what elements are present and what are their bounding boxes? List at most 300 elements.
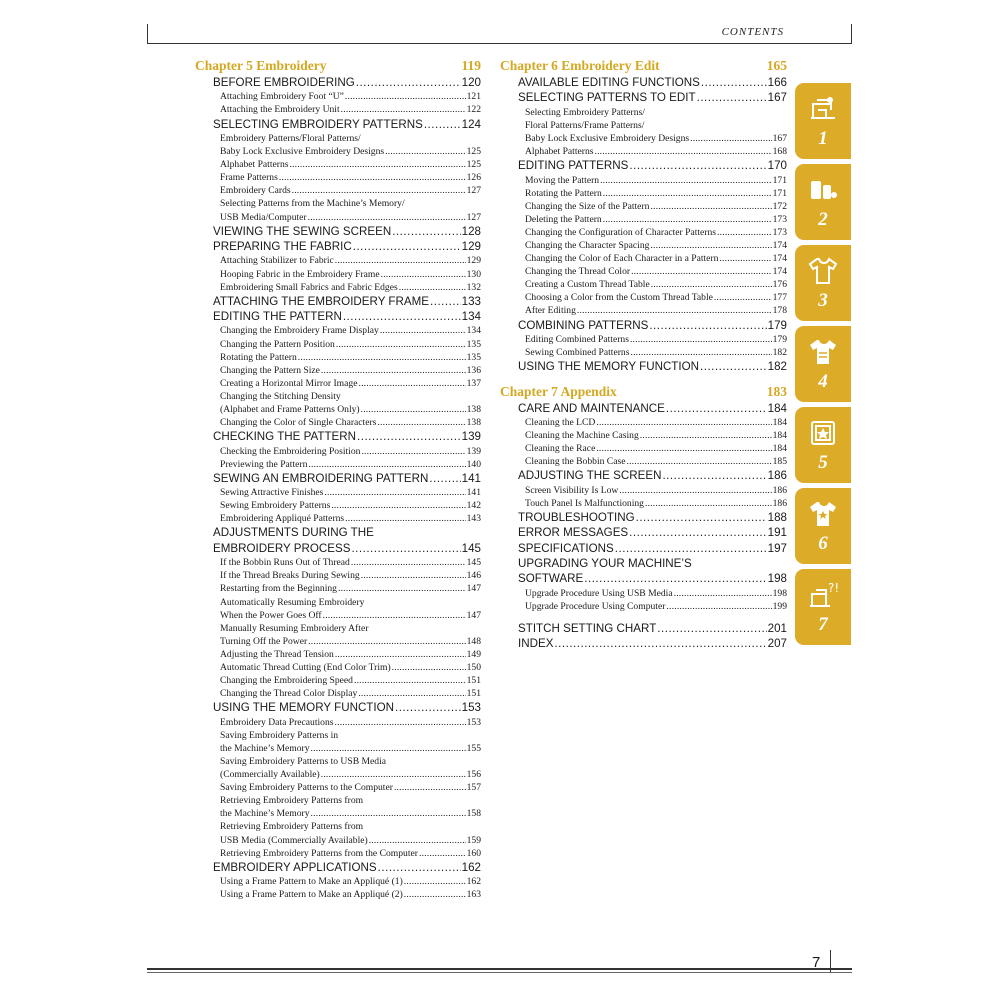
toc-entry-title: Rotating the Pattern <box>220 351 297 363</box>
dot-leader <box>361 445 465 458</box>
toc-entry-title: When the Power Goes Off <box>220 609 322 621</box>
toc-entry-title: Choosing a Color from the Custom Thread Table <box>525 292 713 304</box>
toc-subsection-entry[interactable] <box>525 119 787 132</box>
toc-entry-title: Using a Frame Pattern to Make an Appliqué (2) <box>220 889 403 901</box>
toc-section-entry[interactable] <box>213 525 481 540</box>
toc-section-entry[interactable] <box>518 468 787 483</box>
dot-leader <box>657 621 766 636</box>
toc-subsection-entry[interactable] <box>525 333 787 346</box>
toc-subsection-entry[interactable] <box>220 103 481 116</box>
toc-subsection-entry[interactable] <box>525 346 787 359</box>
dot-leader <box>690 132 771 145</box>
toc-page-number: 129 <box>466 255 481 267</box>
dot-leader <box>404 875 466 888</box>
toc-page-number: 207 <box>767 637 787 651</box>
dot-leader <box>603 187 772 200</box>
toc-entry-title: Cleaning the Bobbin Case <box>525 456 626 468</box>
toc-page-number: 133 <box>461 294 481 308</box>
toc-section-entry[interactable] <box>213 224 481 239</box>
toc-subsection-entry[interactable] <box>525 587 787 600</box>
toc-page-number: 139 <box>466 445 481 457</box>
dot-leader <box>308 211 466 224</box>
toc-subsection-entry[interactable] <box>525 200 787 213</box>
toc-subsection-entry[interactable] <box>525 304 787 317</box>
toc-entry-title: the Machine’s Memory <box>220 808 310 820</box>
toc-page-number: 145 <box>461 541 481 555</box>
toc-subsection-entry[interactable] <box>220 834 481 847</box>
dot-leader <box>630 333 772 346</box>
toc-subsection-entry[interactable] <box>220 661 481 674</box>
toc-entry-title: If the Bobbin Runs Out of Thread <box>220 557 350 569</box>
toc-subsection-entry[interactable] <box>220 254 481 267</box>
dot-leader <box>615 541 767 556</box>
dot-leader <box>331 499 465 512</box>
toc-section-entry[interactable] <box>518 541 787 556</box>
svg-text:?!: ?! <box>828 581 840 595</box>
toc-section-entry[interactable] <box>213 294 481 309</box>
toc-subsection-entry[interactable] <box>525 226 787 239</box>
toc-page-number: 143 <box>466 513 481 525</box>
toc-subsection-entry[interactable] <box>525 106 787 119</box>
toc-page-number: 179 <box>767 318 787 332</box>
toc-subsection-entry[interactable] <box>525 174 787 187</box>
dot-leader <box>649 318 766 333</box>
chapter-tab-number: 1 <box>818 128 828 149</box>
page-number-divider <box>830 950 831 972</box>
toc-page-number: 186 <box>772 484 787 496</box>
toc-page-number: 153 <box>461 701 481 715</box>
toc-subsection-entry[interactable] <box>220 582 481 595</box>
chapter-tab-number: 5 <box>818 452 828 473</box>
toc-page-number: 156 <box>466 769 481 781</box>
toc-entry-title: (Commercially Available) <box>220 769 320 781</box>
dot-leader <box>674 587 772 600</box>
toc-page-number: 186 <box>767 469 787 483</box>
chapter-tab-2[interactable] <box>795 164 851 240</box>
toc-page-number: 141 <box>461 471 481 485</box>
toc-subsection-entry[interactable] <box>220 755 481 768</box>
toc-entry-title: Baby Lock Exclusive Embroidery Designs <box>220 146 385 158</box>
toc-page-number: 124 <box>461 117 481 131</box>
toc-entry-title: ADJUSTING THE SCREEN <box>518 469 662 483</box>
toc-section-entry[interactable] <box>518 525 787 540</box>
toc-page-number: 178 <box>772 305 787 317</box>
toc-entry-title: Attaching the Embroidery Unit <box>220 104 340 116</box>
toc-subsection-entry[interactable] <box>220 499 481 512</box>
toc-entry-title: SEWING AN EMBROIDERING PATTERN <box>213 471 429 485</box>
toc-entry-title: Touch Panel Is Malfunctioning <box>525 497 644 509</box>
toc-section-entry[interactable] <box>213 471 481 486</box>
dot-leader <box>700 359 767 374</box>
toc-page-number: 128 <box>461 224 481 238</box>
chapter-tab-1[interactable] <box>795 83 851 159</box>
toc-subsection-entry[interactable] <box>220 486 481 499</box>
header-rule <box>147 43 852 44</box>
dot-leader <box>351 556 466 569</box>
dot-leader <box>392 661 466 674</box>
toc-subsection-entry[interactable] <box>220 807 481 820</box>
toc-subsection-entry[interactable] <box>220 875 481 888</box>
dot-leader <box>626 455 771 468</box>
toc-page-number: 126 <box>466 172 481 184</box>
toc-entry-title: Rotating the Pattern <box>525 187 602 199</box>
toc-section-entry[interactable] <box>213 541 481 556</box>
toc-entry-title: Hooping Fabric in the Embroidery Frame <box>220 268 380 280</box>
toc-entry-title: (Alphabet and Frame Patterns Only) <box>220 404 360 416</box>
toc-page-number: 201 <box>767 622 787 636</box>
toc-section-entry[interactable] <box>213 429 481 444</box>
dot-leader <box>640 429 772 442</box>
dot-leader <box>335 254 466 267</box>
toc-subsection-entry[interactable] <box>220 171 481 184</box>
toc-section-entry[interactable] <box>213 860 481 875</box>
toc-subsection-entry[interactable] <box>525 278 787 291</box>
toc-subsection-entry[interactable] <box>525 132 787 145</box>
toc-page-number: 183 <box>766 383 787 399</box>
toc-page-number: 165 <box>766 58 787 73</box>
toc-page-number: 184 <box>772 416 787 428</box>
toc-chapter-heading[interactable] <box>500 383 787 400</box>
toc-section-entry[interactable] <box>518 510 787 525</box>
toc-subsection-entry[interactable] <box>525 145 787 158</box>
dot-leader <box>351 541 460 556</box>
toc-page-number: 151 <box>466 688 481 700</box>
toc-page-number: 188 <box>767 510 787 524</box>
dot-leader <box>619 484 771 497</box>
toc-subsection-entry[interactable] <box>220 458 481 471</box>
dot-leader <box>361 403 466 416</box>
chapter-tab-6[interactable] <box>795 488 851 564</box>
toc-page-number: 177 <box>772 292 787 304</box>
dot-leader <box>308 635 465 648</box>
chapter-tab-4[interactable] <box>795 326 851 402</box>
toc-subsection-entry[interactable] <box>220 768 481 781</box>
toc-page-number: 140 <box>466 458 481 470</box>
toc-page-number: 199 <box>772 600 787 612</box>
toc-page-number: 130 <box>466 268 481 280</box>
toc-section-entry[interactable] <box>518 359 787 374</box>
toc-entry-title: SPECIFICATIONS <box>518 541 614 555</box>
dot-leader <box>354 674 466 687</box>
toc-subsection-entry[interactable] <box>220 132 481 145</box>
toc-page-number: 182 <box>772 347 787 359</box>
embroidery-hoop-icon <box>806 416 840 450</box>
toc-subsection-entry[interactable] <box>220 512 481 525</box>
toc-page-number: 198 <box>772 587 787 599</box>
toc-section-entry[interactable] <box>518 401 787 416</box>
toc-page-number: 120 <box>461 76 481 89</box>
toc-page-number: 134 <box>466 325 481 337</box>
toc-subsection-entry[interactable] <box>220 197 481 210</box>
toc-subsection-entry[interactable] <box>525 442 787 455</box>
toc-page-number: 136 <box>466 364 481 376</box>
dot-leader <box>554 636 766 651</box>
toc-subsection-entry[interactable] <box>220 622 481 635</box>
toc-entry-title: Chapter 5 Embroidery <box>195 58 327 73</box>
toc-page-number: 171 <box>772 187 787 199</box>
toc-subsection-entry[interactable] <box>220 377 481 390</box>
toc-subsection-entry[interactable] <box>220 609 481 622</box>
toc-subsection-entry[interactable] <box>220 794 481 807</box>
toc-page-number: 134 <box>461 310 481 324</box>
toc-column-left <box>195 57 481 901</box>
toc-entry-title: Manually Resuming Embroidery After <box>220 622 369 634</box>
toc-section-entry[interactable] <box>518 621 787 636</box>
toc-section-entry[interactable] <box>213 309 481 324</box>
dot-leader <box>424 117 461 132</box>
toc-entry-title: Changing the Stitching Density <box>220 390 341 402</box>
chapter-tab-7[interactable] <box>795 569 851 645</box>
toc-section-entry[interactable] <box>518 636 787 651</box>
toc-entry-title: Chapter 7 Appendix <box>500 383 617 399</box>
toc-page-number: 135 <box>466 338 481 350</box>
toc-subsection-entry[interactable] <box>220 351 481 364</box>
dot-leader <box>577 304 772 317</box>
dot-leader <box>404 888 466 901</box>
toc-entry-title: Selecting Embroidery Patterns/ <box>525 106 645 118</box>
toc-subsection-entry[interactable] <box>220 687 481 700</box>
toc-subsection-entry[interactable] <box>220 268 481 281</box>
toc-subsection-entry[interactable] <box>220 781 481 794</box>
toc-page-number: 173 <box>772 226 787 238</box>
toc-entry-title: Embroidery Cards <box>220 185 291 197</box>
toc-section-entry[interactable] <box>518 75 787 90</box>
toc-entry-title: Screen Visibility Is Low <box>525 484 619 496</box>
dot-leader <box>584 571 766 586</box>
dot-leader <box>361 569 466 582</box>
running-header: CONTENTS <box>721 26 784 38</box>
toc-page-number: 174 <box>772 240 787 252</box>
toc-subsection-entry[interactable] <box>525 429 787 442</box>
toc-subsection-entry[interactable] <box>525 497 787 510</box>
footer-rule <box>147 968 852 970</box>
toc-chapter-heading[interactable] <box>500 57 787 74</box>
toc-subsection-entry[interactable] <box>525 252 787 265</box>
machine-question-icon <box>806 578 840 612</box>
toc-subsection-entry[interactable] <box>525 265 787 278</box>
toc-subsection-entry[interactable] <box>220 888 481 901</box>
chapter-tab-3[interactable] <box>795 245 851 321</box>
toc-subsection-entry[interactable] <box>525 213 787 226</box>
dot-leader <box>666 600 771 613</box>
toc-entry-title: BEFORE EMBROIDERING <box>213 76 355 89</box>
dot-leader <box>321 364 466 377</box>
toc-subsection-entry[interactable] <box>220 556 481 569</box>
dot-leader <box>343 309 461 324</box>
toc-subsection-entry[interactable] <box>220 820 481 833</box>
toc-section-entry[interactable] <box>518 556 787 571</box>
toc-entry-title: Sewing Embroidery Patterns <box>220 500 331 512</box>
toc-entry-title: ADJUSTMENTS DURING THE <box>213 526 374 540</box>
toc-entry-title: Changing the Embroidery Frame Display <box>220 325 379 337</box>
toc-subsection-entry[interactable] <box>220 390 481 403</box>
toc-subsection-entry[interactable] <box>525 187 787 200</box>
dot-leader <box>392 224 460 239</box>
frame-left-border <box>147 24 148 44</box>
toc-entry-title: Sewing Attractive Finishes <box>220 487 324 499</box>
dot-leader <box>419 847 466 860</box>
toc-page-number: 121 <box>466 91 481 103</box>
toc-subsection-entry[interactable] <box>525 416 787 429</box>
page-number: 7 <box>812 954 821 971</box>
toc-page-number: 158 <box>466 808 481 820</box>
toc-subsection-entry[interactable] <box>220 635 481 648</box>
toc-entry-title: CARE AND MAINTENANCE <box>518 401 665 415</box>
toc-page-number: 125 <box>466 146 481 158</box>
toc-page-number: 155 <box>466 742 481 754</box>
toc-subsection-entry[interactable] <box>220 281 481 294</box>
dot-leader <box>357 429 461 444</box>
toc-entry-title: Restarting from the Beginning <box>220 583 337 595</box>
toc-entry-title: EMBROIDERY PROCESS <box>213 541 351 555</box>
toc-page-number: 138 <box>466 404 481 416</box>
toc-subsection-entry[interactable] <box>525 484 787 497</box>
toc-page-number: 147 <box>466 583 481 595</box>
toc-subsection-entry[interactable] <box>220 158 481 171</box>
toc-page-number: 145 <box>466 557 481 569</box>
toc-entry-title: SELECTING PATTERNS TO EDIT <box>518 91 696 105</box>
toc-entry-title: Baby Lock Exclusive Embroidery Designs <box>525 132 690 144</box>
toc-entry-title: PREPARING THE FABRIC <box>213 240 352 254</box>
toc-subsection-entry[interactable] <box>220 364 481 377</box>
chapter-tab-5[interactable] <box>795 407 851 483</box>
toc-section-entry[interactable] <box>213 700 481 715</box>
toc-entry-title: Changing the Thread Color Display <box>220 688 358 700</box>
toc-subsection-entry[interactable] <box>220 674 481 687</box>
toc-entry-title: Deleting the Pattern <box>525 213 602 225</box>
dot-leader <box>338 582 466 595</box>
toc-entry-title: Creating a Horizontal Mirror Image <box>220 377 358 389</box>
toc-entry-title: Turning Off the Power <box>220 635 308 647</box>
toc-page-number: 129 <box>461 240 481 254</box>
toc-section-entry[interactable] <box>213 239 481 254</box>
dot-leader <box>353 239 461 254</box>
toc-subsection-entry[interactable] <box>220 403 481 416</box>
toc-page-number: 163 <box>466 889 481 901</box>
toc-entry-title: USING THE MEMORY FUNCTION <box>518 360 700 374</box>
toc-entry-title: USING THE MEMORY FUNCTION <box>213 701 395 715</box>
toc-section-entry[interactable] <box>518 318 787 333</box>
toc-page-number: 197 <box>767 541 787 555</box>
toc-page-number: 184 <box>772 430 787 442</box>
dot-leader <box>394 781 466 794</box>
toc-entry-title: ERROR MESSAGES <box>518 526 629 540</box>
toc-section-entry[interactable] <box>518 90 787 105</box>
dot-leader <box>630 346 771 359</box>
toc-entry-title: Changing the Color of Single Characters <box>220 417 377 429</box>
toc-entry-title: Retrieving Embroidery Patterns from the Computer <box>220 847 418 859</box>
shirt-abc-icon <box>806 335 840 369</box>
toc-subsection-entry[interactable] <box>220 742 481 755</box>
toc-subsection-entry[interactable] <box>220 729 481 742</box>
toc-section-entry[interactable] <box>213 117 481 132</box>
toc-page-number: 174 <box>772 266 787 278</box>
toc-subsection-entry[interactable] <box>220 338 481 351</box>
toc-entry-title: Saving Embroidery Patterns to the Computer <box>220 782 393 794</box>
toc-subsection-entry[interactable] <box>220 648 481 661</box>
toc-entry-title: Embroidering Small Fabrics and Fabric Edges <box>220 281 398 293</box>
toc-entry-title: Automatic Thread Cutting (End Color Trim) <box>220 662 391 673</box>
toc-subsection-entry[interactable] <box>525 291 787 304</box>
toc-section-entry[interactable] <box>518 571 787 586</box>
dot-leader <box>335 716 466 729</box>
toc-page-number: 139 <box>461 430 481 444</box>
toc-page-number: 127 <box>466 185 481 197</box>
toc-subsection-entry[interactable] <box>525 600 787 613</box>
toc-subsection-entry[interactable] <box>220 324 481 337</box>
toc-subsection-entry[interactable] <box>220 716 481 729</box>
dot-leader <box>369 834 466 847</box>
toc-entry-title: Editing Combined Patterns <box>525 333 629 345</box>
toc-entry-title: Sewing Combined Patterns <box>525 347 630 359</box>
sewing-machine-icon <box>806 92 840 126</box>
toc-subsection-entry[interactable] <box>220 211 481 224</box>
toc-entry-title: Retrieving Embroidery Patterns from <box>220 821 364 833</box>
toc-subsection-entry[interactable] <box>525 455 787 468</box>
shirt-outline-icon <box>806 254 840 288</box>
toc-subsection-entry[interactable] <box>220 145 481 158</box>
toc-section-entry[interactable] <box>213 75 481 90</box>
toc-page-number: 149 <box>466 648 481 660</box>
toc-entry-title: STITCH SETTING CHART <box>518 622 657 636</box>
toc-entry-title: Moving the Pattern <box>525 174 600 186</box>
toc-subsection-entry[interactable] <box>220 90 481 103</box>
toc-entry-title: VIEWING THE SEWING SCREEN <box>213 224 392 238</box>
toc-page-number: 184 <box>772 443 787 455</box>
toc-entry-title: Embroidery Data Precautions <box>220 716 334 728</box>
toc-subsection-entry[interactable] <box>220 596 481 609</box>
toc-subsection-entry[interactable] <box>525 239 787 252</box>
toc-spacer <box>500 375 787 383</box>
dot-leader <box>358 377 465 390</box>
dot-leader <box>603 213 772 226</box>
toc-entry-title: AVAILABLE EDITING FUNCTIONS <box>518 76 700 89</box>
toc-entry-title: Changing the Pattern Size <box>220 364 320 376</box>
toc-entry-title: Changing the Embroidering Speed <box>220 675 353 687</box>
toc-page-number: 137 <box>466 377 481 389</box>
toc-entry-title: Changing the Size of the Pattern <box>525 200 650 212</box>
toc-page-number: 125 <box>466 159 481 171</box>
toc-entry-title: EMBROIDERY APPLICATIONS <box>213 860 377 874</box>
toc-entry-title: EDITING THE PATTERN <box>213 310 342 324</box>
dot-leader <box>629 158 766 173</box>
dot-leader <box>429 471 460 486</box>
toc-entry-title: Selecting Patterns from the Machine’s Memory/ <box>220 198 405 210</box>
toc-subsection-entry[interactable] <box>220 416 481 429</box>
dot-leader <box>395 700 461 715</box>
dot-leader <box>399 281 466 294</box>
toc-entry-title: Embroidery Patterns/Floral Patterns/ <box>220 132 361 144</box>
toc-section-entry[interactable] <box>518 158 787 173</box>
toc-subsection-entry[interactable] <box>220 569 481 582</box>
toc-subsection-entry[interactable] <box>220 184 481 197</box>
toc-entry-title: Upgrade Procedure Using USB Media <box>525 587 673 599</box>
toc-spacer <box>500 613 787 621</box>
toc-entry-title: USB Media (Commercially Available) <box>220 834 368 846</box>
chapter-tab-number: 4 <box>818 371 828 392</box>
toc-subsection-entry[interactable] <box>220 445 481 458</box>
dot-leader <box>701 75 767 90</box>
toc-subsection-entry[interactable] <box>220 847 481 860</box>
toc-page-number: 135 <box>466 351 481 363</box>
toc-page-number: 119 <box>461 58 481 73</box>
toc-page-number: 142 <box>466 500 481 512</box>
toc-page-number: 150 <box>466 662 481 673</box>
toc-page-number: 182 <box>767 360 787 374</box>
toc-chapter-heading[interactable] <box>195 57 481 74</box>
toc-page-number: 166 <box>767 76 787 89</box>
toc-page-number: 191 <box>767 526 787 540</box>
